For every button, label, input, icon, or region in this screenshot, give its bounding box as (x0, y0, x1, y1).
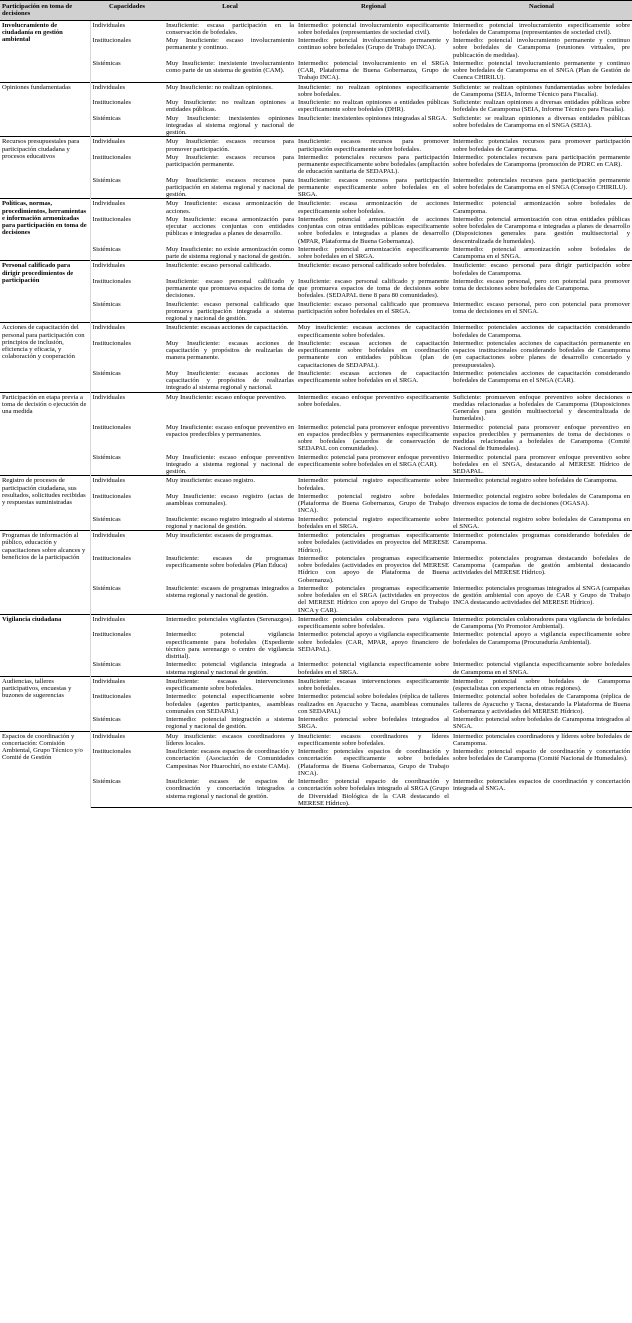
table-row (0, 59, 632, 82)
regional-assessment-cell: Insuficiente: escasa armonización de acciones especificamente sobre bofedales. (298, 200, 449, 215)
national-assessment-cell: Intermedio: potencial involucramiento permanente y continuo sobre bofedales de Carampoma en el SNGA (Plan de Gestión de Cuenca CHIRILU). (453, 59, 630, 82)
local-assessment-cell: Intermedio: potencial integración a sistema regional y nacional de gestión. (166, 716, 294, 731)
national-assessment-cell: Intermedio: potencial registro sobre bofedales de Carampoma. (451, 476, 632, 492)
national-assessment-cell: Intermedio: potencial registro sobre bofedales de Carampoma en el SNGA. (453, 515, 630, 530)
table-row (0, 777, 632, 808)
national-assessment-cell: Intermedio: potencial para promover enfoque preventivo sobre bofedales en el SNGA, destacando al MERESE Hídrico de SEDAPAL. (453, 453, 630, 475)
regional-assessment-cell: Intermedio: potencial registro sobre bofedales (Plataforma de Buena Gobernanza, Grupo de Trabajo INCA). (298, 492, 449, 515)
table-row (0, 20, 632, 36)
local-assessment-cell: Muy Insuficiente: escaso registro (actas de asambleas comunales). (166, 492, 294, 507)
table-row (0, 82, 632, 98)
participation-category-cell: Personal calificado para dirigir procedimientos de participación (0, 261, 90, 323)
capacity-type-cell: Individuales (90, 531, 164, 554)
table-row (0, 98, 632, 114)
header-nacional: Nacional (451, 1, 632, 21)
table-row (0, 369, 632, 392)
regional-assessment-cell: Intermedio: potenciales colaboradores para vigilancia especificamente sobre bofedales. (298, 615, 449, 630)
regional-assessment-cell: Intermedio: potencial sobre bofedales (réplica de talleres realizados en Ayacucho y Tacna, asambleas comunales con SEDAPAL) (298, 693, 449, 715)
national-assessment-cell: Intermedio: potenciales recursos para participación permanente sobre bofedales de Carampoma en el SNGA (Consejo CHIRILU). (453, 176, 630, 191)
local-assessment-cell: Insuficiente: escasas intervenciones especificamente sobre bofedales. (166, 677, 294, 692)
national-assessment-cell: Intermedio: potencial sobre bofedales de Carampoma (réplica de talleres de Ayacucho y Tacna, destacando la Plataforma de Buena Gobernanza y actividades del MERESE Hídrico). (453, 693, 630, 715)
national-assessment-cell: Intermedio: potenciales colaboradores para vigilancia de bofedales de Carampoma (Yo Promotor Ambiental). (453, 615, 630, 630)
capacity-type-cell: Institucionales (92, 277, 131, 285)
national-assessment-cell: Intermedio: potenciales recursos para promover participación sobre bofedales de Carampoma. (453, 138, 630, 153)
regional-assessment-cell: Intermedio: potencial armonización especificamente sobre bofedales en el SRGA. (298, 245, 449, 260)
capacity-type-cell: Sistémicas (92, 59, 121, 67)
local-assessment-cell: Insuficiente: escasos espacios de coordinación y concertación (Asociación de Comunidades Campesinas Nor Huarochirí, no existe CAMs). (166, 748, 294, 770)
capacity-type-cell: Institucionales (92, 748, 131, 755)
participation-category-cell: Involucramiento de ciudadanía en gestión ambiental (0, 20, 90, 82)
local-assessment-cell: Muy Insuficiente: escasos recursos para promover participación. (166, 138, 294, 153)
local-assessment-cell: Insuficiente: escasa participación en la conservación de bofedales. (166, 21, 294, 36)
local-assessment-cell: Muy Insuficiente: no realizan opiniones a entidades públicas. (166, 99, 294, 114)
regional-assessment-cell: Muy insuficiente: escasas acciones de capacitación especificamente sobre bofedales. (298, 324, 449, 339)
national-assessment-cell: Intermedio: potenciales acciones de capacitación considerando bofedales de Carampoma. (453, 324, 630, 339)
header-local: Local (164, 1, 296, 21)
table-row (0, 531, 632, 554)
local-assessment-cell: Muy insuficiente: escases de programas. (164, 531, 296, 554)
capacity-type-cell: Individuales (90, 82, 164, 98)
capacity-type-cell: Institucionales (92, 339, 131, 347)
national-assessment-cell: Suficiente: se realizan opiniones fundamentadas sobre bofedales de Carampoma (SEIA, Informe Técnico para Fiscalía). (453, 83, 630, 98)
capacity-type-cell: Individuales (90, 137, 164, 153)
local-assessment-cell: Muy insuficiente: escaso registro. (164, 476, 296, 492)
table-row (0, 323, 632, 339)
regional-assessment-cell: Intermedio: potencial registro especificamente sobre bofedales en el SRGA. (298, 515, 449, 530)
header-regional: Regional (296, 1, 451, 21)
capacity-type-cell: Institucionales (92, 693, 131, 701)
table-row (0, 554, 632, 584)
local-assessment-cell: Muy Insuficiente: escasas acciones de capacitación y propósitos de realizarlas de manera permanente. (166, 339, 294, 362)
table-row (0, 153, 632, 176)
regional-assessment-cell: Intermedio: potenciales programas especificamente sobre bofedales en el SRGA (actividades en proyectos del MERESE Hídrico con apoyo del Grupo de Trabajo INCA y CAR). (298, 584, 449, 614)
participation-category-cell: Recursos presupuestales para participación ciudadana y procesos educativos (0, 137, 90, 199)
local-assessment-cell: Muy Insuficiente: escasa armonización para ejecutar acciones conjuntas con entidades públicas e integradas a planes de desarrollo. (166, 215, 294, 238)
table-row (0, 300, 632, 323)
local-assessment-cell: Intermedio: potencial vigilancia especificamente para bofedales (Expediente técnico para serenazgo o centro de vigilancia distrital). (166, 631, 294, 660)
local-assessment-cell: Muy Insuficiente: no realizan opiniones. (164, 82, 296, 98)
participation-category-cell: Participación en etapa previa a toma de decisión o ejecución de una medida (0, 392, 90, 476)
table-row (0, 676, 632, 692)
regional-assessment-cell: Insuficiente: escaso personal calificado y permanente que promueva espacios de toma de decisiones sobre bofedales. (SEDAPAL tiene 8 para 80 comunidades). (298, 277, 449, 300)
regional-assessment-cell: Intermedio: potencial registro especificamente sobre bofedales. (298, 477, 449, 492)
table-row (0, 137, 632, 153)
regional-assessment-cell: Intermedio: potenciales recursos para participación permanente especificamente sobre bofedales (ampliación de educación sanitaria de SEDAPAL). (298, 153, 449, 176)
capacity-type-cell: Individuales (90, 476, 164, 492)
national-assessment-cell: Intermedio: potenciales acciones de capacitación considerando bofedales de Carampoma en el SNGA (CAR). (453, 369, 630, 384)
capacity-type-cell: Sistémicas (92, 114, 121, 122)
capacity-type-cell: Sistémicas (92, 661, 121, 669)
national-assessment-cell: Intermedio: escaso personal, pero con potencial para promover toma de decisiones sobre bofedales de Carampoma. (453, 277, 630, 292)
capacity-type-cell: Institucionales (92, 153, 131, 161)
regional-assessment-cell: Intermedio: potencial sobre bofedales integrados al SRGA. (298, 716, 449, 731)
capacity-type-cell: Sistémicas (92, 300, 121, 308)
local-assessment-cell: Muy Insuficiente: no existe armonización como parte de sistema regional y nacional de gestión. (166, 245, 294, 260)
capacity-type-cell: Individuales (90, 392, 164, 423)
regional-assessment-cell: Intermedio: potencial para promover enfoque preventivo en espacios predecibles y permanentes especificamente sobre bofedales (acuerdos de conservación de SEDAPAL con comunidades). (298, 423, 449, 453)
capacity-type-cell: Individuales (90, 676, 164, 692)
regional-assessment-cell: Intermedio: potencial involucramiento en el SRGA (CAR, Plataforma de Buena Gobernanza, Grupo de Trabajo INCA). (298, 59, 449, 82)
table-row (0, 660, 632, 676)
regional-assessment-cell: Intermedio: escaso enfoque preventivo especificamente sobre bofedales. (296, 392, 451, 423)
capacity-type-cell: Institucionales (92, 423, 131, 431)
national-assessment-cell: Intermedio: potencial sobre bofedales de Carampoma (especialistas con experiencia en otras regiones). (453, 677, 630, 692)
national-assessment-cell: Intermedio: potenciales programas destacando bofedales de Carampoma (campañas de gestión ambiental destacando actividades del MERESE Hídrico). (453, 554, 630, 577)
table-row (0, 176, 632, 199)
table-row (0, 614, 632, 630)
table-row (0, 584, 632, 615)
table-row (0, 731, 632, 747)
capacity-type-cell: Individuales (90, 614, 164, 630)
table-header-row (0, 1, 632, 21)
local-assessment-cell: Insuficiente: escaso personal calificado y permanente que promueva espacios de toma de decisiones. (166, 277, 294, 300)
capacity-type-cell: Individuales (90, 199, 164, 215)
local-assessment-cell: Insuficiente: escases de espacios de coordinación y concertación integrados a sistema regional y nacional de gestión. (164, 777, 296, 808)
table-row (0, 476, 632, 492)
regional-assessment-cell: Intermedio: potencial espacio de coordinación y concertación sobre bofedales integrado al SRGA (Grupo de Diversidad Biológica de la CAR destacando el MERESE Hídrico). (298, 778, 449, 807)
table-row (0, 277, 632, 300)
regional-assessment-cell: Intermedio: potencial para promover enfoque preventivo especificamente sobre bofedales en el SRGA (CAR). (298, 453, 449, 468)
regional-assessment-cell: Intermedio: potenciales espacios de coordinación y concertación especificamente sobre bofedales (Plataforma de Buena Gobernanza, Grupo de Trabajo INCA). (298, 748, 449, 777)
local-assessment-cell: Insuficiente: escases de programas especificamente sobre bofedales (Plan Educa) (166, 554, 294, 569)
local-assessment-cell: Insuficiente: escaso personal calificado que promueva participación integrada a sistema regional y nacional de gestión. (166, 300, 294, 322)
regional-assessment-cell: Intermedio: potencial armonización de acciones conjuntas con otras entidades públicas especificamente sobre bofedales e integradas a planes de desarrollo (MPAR, Plataforma de Buena Gobernanza). (298, 215, 449, 245)
capacity-type-cell: Sistémicas (92, 453, 121, 461)
national-assessment-cell: Intermedio: escaso personal, pero con potencial para promover toma de decisiones en el SNGA. (453, 300, 630, 315)
header-participacion: Participación en toma de decisiones (0, 1, 90, 21)
local-assessment-cell: Muy Insuficiente: escasas acciones de capacitación y propósitos de realizarlas integrado al sistema regional y nacional. (166, 369, 294, 392)
local-assessment-cell: Muy Insuficiente: escasa armonización de acciones. (166, 200, 294, 215)
local-assessment-cell: Intermedio: potenciales vigilantes (Serenazgos). (164, 614, 296, 630)
local-assessment-cell: Muy Insuficiente: escaso enfoque preventivo. (164, 392, 296, 423)
participation-category-cell: Espacios de coordinación y concertación: Comisión Ambiental, Grupo Técnico y/o Comité de Gestión (0, 731, 90, 808)
capacity-type-cell: Individuales (90, 261, 164, 277)
table-row (0, 423, 632, 453)
participation-category-cell: Audiencias, talleres participativos, encuestas y buzones de sugerencias (0, 676, 90, 731)
capacity-type-cell: Individuales (90, 731, 164, 747)
national-assessment-cell: Intermedio: potencial armonización sobre bofedales de Carampoma. (453, 200, 630, 215)
local-assessment-cell: Intermedio: potencial especificamente sobre bofedales (agentes participantes, asambleas comunales con SEDAPAL) (166, 693, 294, 715)
local-assessment-cell: Muy Insuficiente: escasos recursos para participación permanente. (166, 153, 294, 168)
regional-assessment-cell: Insuficiente: escasos coordinadores y líderes especificamente sobre bofedales. (298, 732, 449, 747)
capacity-type-cell: Sistémicas (92, 176, 121, 184)
national-assessment-cell: Intermedio: potencial apoyo a vigilancia especificamente sobre bofedales de Carampoma (Procuraduría Ambiental). (453, 631, 630, 646)
regional-assessment-cell: Insuficiente: escasas acciones de capacitación especificamente sobre bofedales en coordinación permanente con entidades públicas (plan de capacitaciones de SEDAPAL). (298, 339, 449, 369)
national-assessment-cell: Intermedio: potenciales programas integrados al SNGA (campañas de gestión ambiental con apoyo de CAR y Grupo de Trabajo INCA destacando actividades del MERESE Hídrico). (453, 584, 630, 607)
table-row (0, 36, 632, 59)
table-row (0, 215, 632, 245)
capacity-type-cell: Individuales (90, 20, 164, 36)
regional-assessment-cell: Intermedio: potenciales programas especificamente sobre bofedales (actividades en proyectos del MERESE Hídrico). (298, 532, 449, 554)
national-assessment-cell: Intermedio: potencial armonización con otras entidades públicas sobre bofedales de Carampoma e integradas a planes de desarrollo (Disposiciones generales para gestión multisectorial y descentralizada de humedales). (453, 215, 630, 245)
capacity-type-cell: Institucionales (92, 215, 131, 223)
national-assessment-cell: Suficiente: promueven enfoque preventivo sobre decisiones o medidas relacionadas a bofedales de Carampoma (Disposiciones Generales para gestión multisectorial y descentralizada de humedales). (453, 393, 630, 423)
national-assessment-cell: Suficiente: se realizan opiniones a diversas entidades públicas sobre bofedales de Carampoma en el SNGA (SEIA). (453, 114, 630, 129)
regional-assessment-cell: Insuficiente: inexistentes opiniones integradas al SRGA. (298, 114, 448, 122)
local-assessment-cell: Muy Insuficiente: inexistente involucramiento como parte de un sistema de gestión (CAM). (166, 59, 294, 74)
local-assessment-cell: Insuficiente: escases de programas integrados a sistema regional y nacional de gestión. (166, 584, 294, 599)
local-assessment-cell: Insuficiente: escaso personal calificado. (164, 261, 296, 277)
national-assessment-cell: Intermedio: potencial vigilancia especificamente sobre bofedales de Carampoma en el SNGA. (453, 661, 630, 676)
participation-category-cell: Registro de procesos de participación ciudadana, sus resultados, solicitudes recibidas y respuestas suministradas (0, 476, 90, 531)
capacity-type-cell: Sistémicas (92, 245, 121, 253)
table-row (0, 245, 632, 261)
table-row (0, 261, 632, 277)
capacity-type-cell: Institucionales (92, 99, 131, 106)
national-assessment-cell: Intermedio: potenciales recursos para participación permanente sobre bofedales de Carampoma (promoción de PDRC en CAR). (453, 153, 630, 168)
table-row (0, 199, 632, 215)
regional-assessment-cell: Intermedio: potencial vigilancia especificamente sobre bofedales en el SRGA. (298, 661, 449, 676)
regional-assessment-cell: Insuficiente: escasos recursos para participación permanente especificamente sobre bofedales en el SRGA. (298, 176, 449, 198)
table-row (0, 392, 632, 423)
capacity-type-cell: Institucionales (92, 37, 131, 44)
table-row (0, 339, 632, 369)
regional-assessment-cell: Insuficiente: no realizan opiniones especificamente sobre bofedales. (298, 83, 449, 98)
capacity-type-cell: Sistémicas (92, 515, 121, 523)
regional-assessment-cell: Insuficiente: escaso personal calificado que promueva participación sobre bofedales en el SRGA. (298, 300, 449, 315)
local-assessment-cell: Muy Insuficiente: escaso enfoque preventivo en espacios predecibles y permanentes. (166, 423, 294, 438)
regional-assessment-cell: Intermedio: potenciales programas especificamente sobre bofedales (actividades en proyectos del MERESE Hídrico con apoyo de Plataforma de Buena Gobernanza). (298, 554, 449, 584)
table-body (0, 20, 632, 808)
national-assessment-cell: Intermedio: potenciales espacios de coordinación y concertación integrada al SNGA. (451, 777, 632, 808)
header-capacidades: Capacidades (90, 1, 164, 21)
capacity-type-cell: Institucionales (92, 631, 131, 639)
national-assessment-cell: Intermedio: potencial espacio de coordinación y concertación sobre bofedales de Carampoma (Comité Nacional de Humedales). (453, 748, 630, 763)
capacity-type-cell: Sistémicas (92, 716, 121, 723)
participation-category-cell: Acciones de capacitación del personal para participación con principios de inclusión, eficiencia y eficacia, y colaboración y cooperación (0, 323, 90, 392)
local-assessment-cell: Muy Insuficiente: escasos recursos para participación en sistema regional y nacional de gestión. (166, 176, 294, 198)
regional-assessment-cell: Insuficiente: escasas intervenciones especificamente sobre bofedales. (298, 677, 449, 692)
national-assessment-cell: Intermedio: potenciales coordinadores y líderes sobre bofedales de Carampoma. (453, 732, 630, 747)
local-assessment-cell: Muy Insuficiente: inexistentes opiniones integradas al sistema regional y nacional de gestión. (166, 114, 294, 136)
local-assessment-cell: Intermedio: potencial vigilancia integrada a sistema regional y nacional de gestión. (166, 661, 294, 676)
local-assessment-cell: Muy insuficiente: escasos coordinadores y líderes locales. (166, 732, 294, 747)
table-row (0, 515, 632, 531)
regional-assessment-cell: Insuficiente: escasos recursos para promover participación especificamente sobre bofedales. (298, 138, 449, 153)
table-row (0, 114, 632, 137)
regional-assessment-cell: Insuficiente: escaso personal calificado sobre bofedales. (296, 261, 451, 277)
local-assessment-cell: Muy Insuficiente: escaso involucramiento permanente y continuo. (166, 37, 294, 52)
participation-category-cell: Programas de información al público, educación y capacitaciones sobre alcances y beneficios de la participación (0, 531, 90, 615)
national-assessment-cell: Suficiente: realizan opiniones a diversas entidades públicas sobre bofedales de Carampoma (SEIA, Informe Técnico para Fiscalía). (453, 99, 630, 114)
table-row (0, 747, 632, 777)
national-assessment-cell: Intermedio: potencial armonización sobre bofedales de Carampoma en el SNGA. (453, 245, 630, 260)
table-row (0, 715, 632, 731)
capacity-type-cell: Sistémicas (92, 369, 121, 377)
table-row (0, 492, 632, 515)
national-assessment-cell: Intermedio: potencial para promover enfoque preventivo en espacios predecibles y permanentes de toma de decisiones o medidas relacionadas a bofedales de Carampoma (Comité Nacional de Humedales). (453, 423, 630, 453)
capacity-type-cell: Sistémicas (90, 777, 164, 808)
local-assessment-cell: Insuficiente: escaso registro integrado al sistema regional y nacional de gestión. (166, 515, 294, 530)
regional-assessment-cell: Insuficiente: no realizan opiniones a entidades públicas especificamente sobre bofedales (DHR). (298, 99, 449, 114)
regional-assessment-cell: Insuficiente: escasas acciones de capacitación especificamente sobre bofedales en el SRGA. (298, 369, 449, 384)
regional-assessment-cell: Intermedio: potencial apoyo a vigilancia especificamente sobre bofedales (CAR, MPAR, apoyo financiero de SEDAPAL). (298, 631, 449, 653)
national-assessment-cell: Intermedio: potenciales acciones de capacitación permanente en espacios institucionales considerando bofedales de Carampoma (en capacitaciones sobre planes de desarrollo concertado y presupuestales). (453, 339, 630, 369)
table-row (0, 453, 632, 476)
participation-category-cell: Opiniones fundamentadas (0, 82, 90, 137)
local-assessment-cell: Insuficiente: escasas acciones de capacitación. (164, 323, 296, 339)
national-assessment-cell: Insuficiente: escaso personal para dirigir participación sobre bofedales de Carampoma. (453, 262, 630, 277)
participation-category-cell: Vigilancia ciudadana (0, 614, 90, 676)
regional-assessment-cell: Intermedio: potencial involucramiento especificamente sobre bofedales (representantes de sociedad civil). (298, 21, 449, 36)
participation-category-cell: Políticas, normas, procedimientos, herramientas e información armonizadas para participación en toma de decisiones (0, 199, 90, 261)
table-row (0, 692, 632, 715)
capacity-type-cell: Institucionales (92, 492, 131, 500)
regional-assessment-cell: Intermedio: potencial involucramiento permanente y continuo sobre bofedales (Grupo de Trabajo INCA). (298, 37, 449, 52)
capacity-type-cell: Individuales (90, 323, 164, 339)
national-assessment-cell: Intermedio: potencial sobre bofedales de Carampoma integrados al SNGA. (453, 716, 630, 731)
national-assessment-cell: Intermedio: potencial registro sobre bofedales de Carampoma en diversos espacios de toma de decisiones (OGASA). (453, 492, 630, 507)
national-assessment-cell: Intermedio: potenciales programas considerando bofedales de Carampoma. (451, 531, 632, 554)
table-row (0, 630, 632, 660)
capacity-type-cell: Sistémicas (92, 584, 121, 592)
local-assessment-cell: Muy Insuficiente: escaso enfoque preventivo integrado a sistema regional y nacional de gestión. (166, 453, 294, 475)
national-assessment-cell: Intermedio: potencial involucramiento permanente y continuo sobre bofedales de Carampoma (reuniones virtuales, pre publicación de medidas). (453, 37, 630, 59)
national-assessment-cell: Intermedio: potencial involucramiento especificamente sobre bofedales de Carampoma (representantes de sociedad civil). (453, 21, 630, 36)
capacity-type-cell: Institucionales (92, 554, 131, 562)
